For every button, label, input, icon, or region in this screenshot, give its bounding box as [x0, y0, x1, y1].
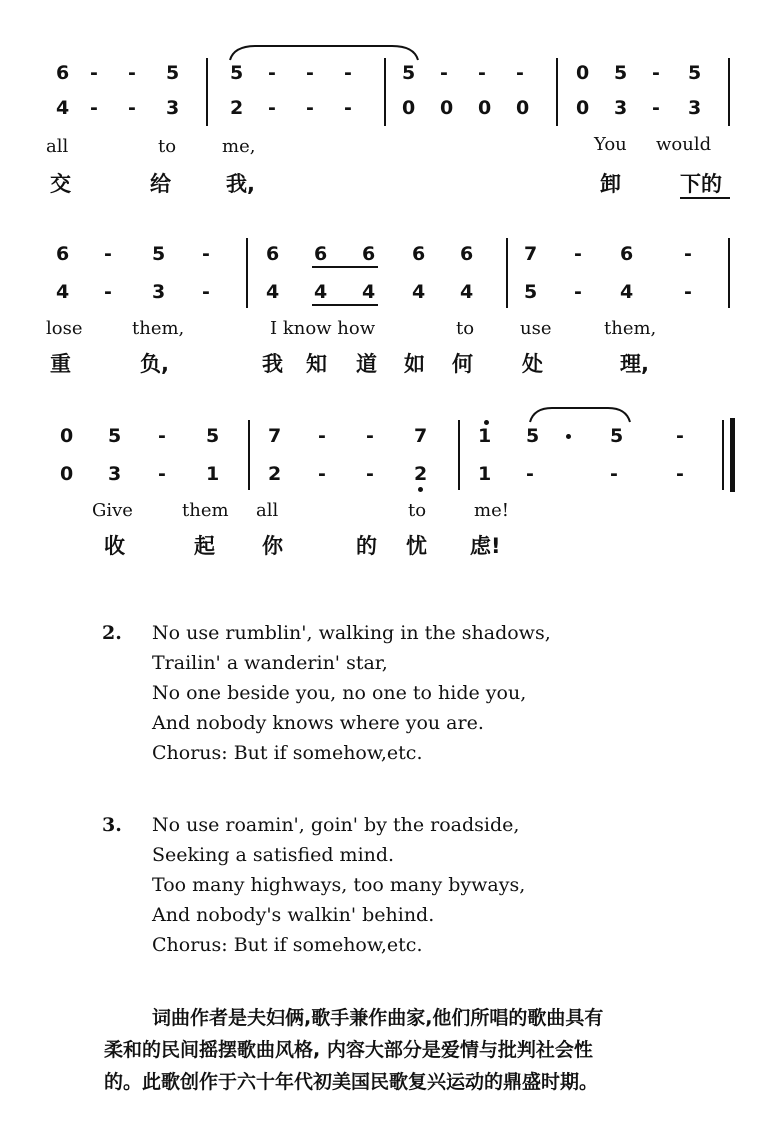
dash: - [104, 243, 112, 265]
dash: - [652, 97, 660, 119]
lyric-en: I know how [270, 318, 376, 339]
dash: - [318, 463, 326, 485]
dash: - [158, 425, 166, 447]
note: 4 [266, 281, 280, 303]
note: 0 [576, 97, 590, 119]
verse-line: Chorus: But if somehow,etc. [152, 742, 423, 764]
dash: - [268, 62, 276, 84]
barline [506, 238, 508, 308]
note-line: 柔和的民间摇摆歌曲风格, 内容大部分是爱情与批判社会性 [104, 1039, 593, 1061]
lyric-cn: 如 [404, 352, 425, 376]
lyric-en: to [158, 136, 177, 157]
lyric-en: all [256, 500, 279, 521]
dash: - [306, 62, 314, 84]
tie-arc [226, 42, 422, 62]
lyric-cn: 忧 [406, 534, 427, 558]
note: 4 [56, 281, 70, 303]
note: 4 [362, 281, 376, 303]
lyric-cn: 负, [140, 352, 169, 376]
note: 3 [166, 97, 180, 119]
note: 3 [108, 463, 122, 485]
dash: - [158, 463, 166, 485]
note: 5 [402, 62, 416, 84]
note: 5 [230, 62, 244, 84]
note: 1 [206, 463, 220, 485]
note: 0 [440, 97, 454, 119]
lyric-cn: 收 [104, 534, 125, 558]
dash: - [440, 62, 448, 84]
lyric-en: to [456, 318, 475, 339]
lyric-en: me! [474, 500, 509, 521]
dash: - [306, 97, 314, 119]
lyric-en: them, [604, 318, 657, 339]
lyric-cn: 起 [194, 534, 215, 558]
lyric-cn: 下的 [680, 172, 722, 196]
barline [384, 58, 386, 126]
dash: - [366, 425, 374, 447]
dash: - [90, 97, 98, 119]
verse-line: No use roamin', goin' by the roadside, [152, 814, 520, 836]
verse-line: No use rumblin', walking in the shadows, [152, 622, 551, 644]
barline [728, 58, 730, 126]
lyric-underline [680, 197, 730, 199]
dash: - [516, 62, 524, 84]
dash: - [652, 62, 660, 84]
lyric-cn: 的 [356, 534, 377, 558]
beam-underline [312, 304, 378, 306]
lyric-cn: 交 [50, 172, 71, 196]
verse-line: Trailin' a wanderin' star, [152, 652, 388, 674]
note: 4 [412, 281, 426, 303]
note: 6 [266, 243, 280, 265]
dash: - [202, 243, 210, 265]
dash: - [684, 243, 692, 265]
lyric-en: them, [132, 318, 185, 339]
note: 5 [108, 425, 122, 447]
augmentation-dot [566, 434, 571, 439]
dash: - [574, 243, 582, 265]
lyric-en: would [656, 134, 712, 155]
octave-dot [484, 420, 489, 425]
lyric-en: use [520, 318, 552, 339]
note: 4 [56, 97, 70, 119]
dash: - [478, 62, 486, 84]
note: 6 [460, 243, 474, 265]
verse-line: Chorus: But if somehow,etc. [152, 934, 423, 956]
lyric-en: lose [46, 318, 83, 339]
note: 3 [152, 281, 166, 303]
note: 5 [206, 425, 220, 447]
lyric-cn: 给 [150, 172, 171, 196]
note: 5 [614, 62, 628, 84]
dash: - [344, 97, 352, 119]
dash: - [610, 463, 618, 485]
note: 5 [524, 281, 538, 303]
note: 6 [362, 243, 376, 265]
dash: - [676, 463, 684, 485]
dash: - [128, 62, 136, 84]
dash: - [676, 425, 684, 447]
barline [206, 58, 208, 126]
lyric-en: me, [222, 136, 256, 157]
lyric-cn: 知 [306, 352, 327, 376]
verse-line: Seeking a satisfied mind. [152, 844, 395, 866]
lyric-cn: 虑! [470, 534, 501, 558]
note: 6 [412, 243, 426, 265]
lyric-cn: 何 [452, 352, 473, 376]
dash: - [268, 97, 276, 119]
note: 3 [614, 97, 628, 119]
note: 0 [60, 463, 74, 485]
dash: - [128, 97, 136, 119]
lyric-en: all [46, 136, 69, 157]
note-line: 词曲作者是夫妇俩,歌手兼作曲家,他们所唱的歌曲具有 [152, 1007, 604, 1029]
note: 0 [402, 97, 416, 119]
barline [458, 420, 460, 490]
dash: - [202, 281, 210, 303]
lyric-cn: 理, [620, 352, 649, 376]
note: 2 [230, 97, 244, 119]
barline [556, 58, 558, 126]
note: 5 [610, 425, 624, 447]
tie-arc [528, 404, 632, 424]
dash: - [684, 281, 692, 303]
note: 7 [414, 425, 428, 447]
dash: - [526, 463, 534, 485]
verse-line: No one beside you, no one to hide you, [152, 682, 527, 704]
verse-line: And nobody knows where you are. [152, 712, 484, 734]
note: 6 [620, 243, 634, 265]
dash: - [104, 281, 112, 303]
note: 4 [460, 281, 474, 303]
note: 7 [268, 425, 282, 447]
note: 5 [166, 62, 180, 84]
note: 0 [478, 97, 492, 119]
note: 7 [524, 243, 538, 265]
note: 1 [478, 463, 492, 485]
note-line: 的。此歌创作于六十年代初美国民歌复兴运动的鼎盛时期。 [104, 1071, 599, 1093]
note: 6 [56, 243, 70, 265]
note: 5 [688, 62, 702, 84]
lyric-cn: 我 [262, 352, 283, 376]
note: 0 [576, 62, 590, 84]
verse-line: Too many highways, too many byways, [152, 874, 526, 896]
lyric-cn: 处 [522, 352, 543, 376]
lyric-cn: 重 [50, 352, 71, 376]
lyric-cn: 道 [356, 352, 377, 376]
dash: - [366, 463, 374, 485]
note: 1 [478, 425, 492, 447]
beam-underline [312, 266, 378, 268]
note: 0 [60, 425, 74, 447]
dash: - [344, 62, 352, 84]
note: 0 [516, 97, 530, 119]
lyric-en: Give [92, 500, 133, 521]
verse-number: 2. [102, 622, 122, 644]
lyric-en: You [594, 134, 627, 155]
note: 6 [56, 62, 70, 84]
note: 6 [314, 243, 328, 265]
lyric-en: them [182, 500, 229, 521]
final-barline [730, 418, 735, 492]
barline [722, 420, 724, 490]
octave-dot-below [418, 487, 423, 492]
dash: - [318, 425, 326, 447]
note: 3 [688, 97, 702, 119]
note: 2 [268, 463, 282, 485]
barline [248, 420, 250, 490]
verse-number: 3. [102, 814, 122, 836]
dash: - [90, 62, 98, 84]
lyric-cn: 你 [262, 534, 283, 558]
note: 4 [314, 281, 328, 303]
note: 5 [526, 425, 540, 447]
barline [728, 238, 730, 308]
dash: - [574, 281, 582, 303]
lyric-en: to [408, 500, 427, 521]
lyric-cn: 卸 [600, 172, 621, 196]
barline [246, 238, 248, 308]
note: 5 [152, 243, 166, 265]
verse-line: And nobody's walkin' behind. [152, 904, 435, 926]
note: 2 [414, 463, 428, 485]
lyric-cn: 我, [226, 172, 255, 196]
note: 4 [620, 281, 634, 303]
